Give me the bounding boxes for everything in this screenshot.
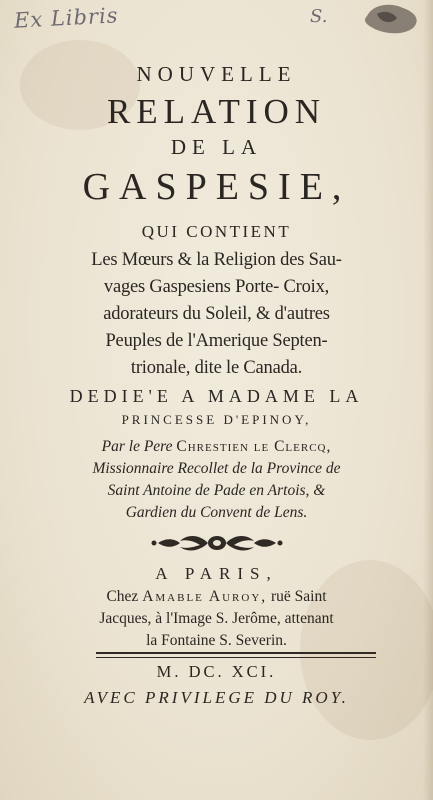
ink-blot-icon (363, 2, 423, 36)
handwritten-inscription: Ex Libris (13, 3, 120, 33)
subtitle: QUI CONTIENT (141, 222, 292, 241)
imprint-prefix: Chez (106, 588, 139, 605)
paper-stain (300, 560, 433, 740)
printer-name: Amable Auroy, (142, 588, 268, 605)
double-rule (96, 657, 376, 658)
page-edge-shadow (423, 0, 433, 800)
description-line: trionale, dite le Canada. (130, 358, 303, 378)
title-line-relation: RELATION (106, 92, 327, 131)
double-rule (96, 652, 376, 654)
description-line: Peuples de l'Amerique Septen- (105, 331, 328, 351)
imprint-suffix: ruë Saint (271, 588, 327, 605)
imprint-line: Jacques, à l'Image S. Jerôme, attenant (99, 610, 334, 627)
dedication-line: PRINCESSE D'EPINOY, (121, 412, 312, 427)
imprint-city: A PARIS, (155, 564, 278, 583)
imprint-line (0, 588, 433, 606)
author-line: Gardien du Convent de Lens. (125, 504, 308, 521)
handwritten-initial: S. (310, 6, 328, 27)
fleuron-ornament-icon (150, 531, 284, 555)
author-prefix: Par le Pere (101, 438, 173, 455)
title-line-de-la: DE LA (170, 135, 263, 159)
dedication-line: DEDIE'E A MADAME LA (69, 386, 364, 406)
title-line-nouvelle: NOUVELLE (136, 62, 297, 86)
description-line: adorateurs du Soleil, & d'autres (103, 304, 330, 324)
description-line: Les Mœurs & la Religion des Sau- (91, 250, 342, 270)
author-line: Missionnaire Recollet de la Province de (92, 460, 341, 477)
description-line: vages Gaspesiens Porte- Croix, (103, 277, 330, 297)
author-line: Saint Antoine de Pade en Artois, & (107, 482, 326, 499)
imprint-line: la Fontaine S. Severin. (146, 632, 287, 649)
author-name: Chrestien le Clercq, (176, 438, 332, 455)
royal-privilege: AVEC PRIVILEGE DU ROY. (84, 688, 349, 707)
author-line (0, 438, 433, 456)
publication-year: M. DC. XCI. (156, 662, 277, 681)
title-line-gaspesie: GASPESIE, (82, 166, 351, 208)
